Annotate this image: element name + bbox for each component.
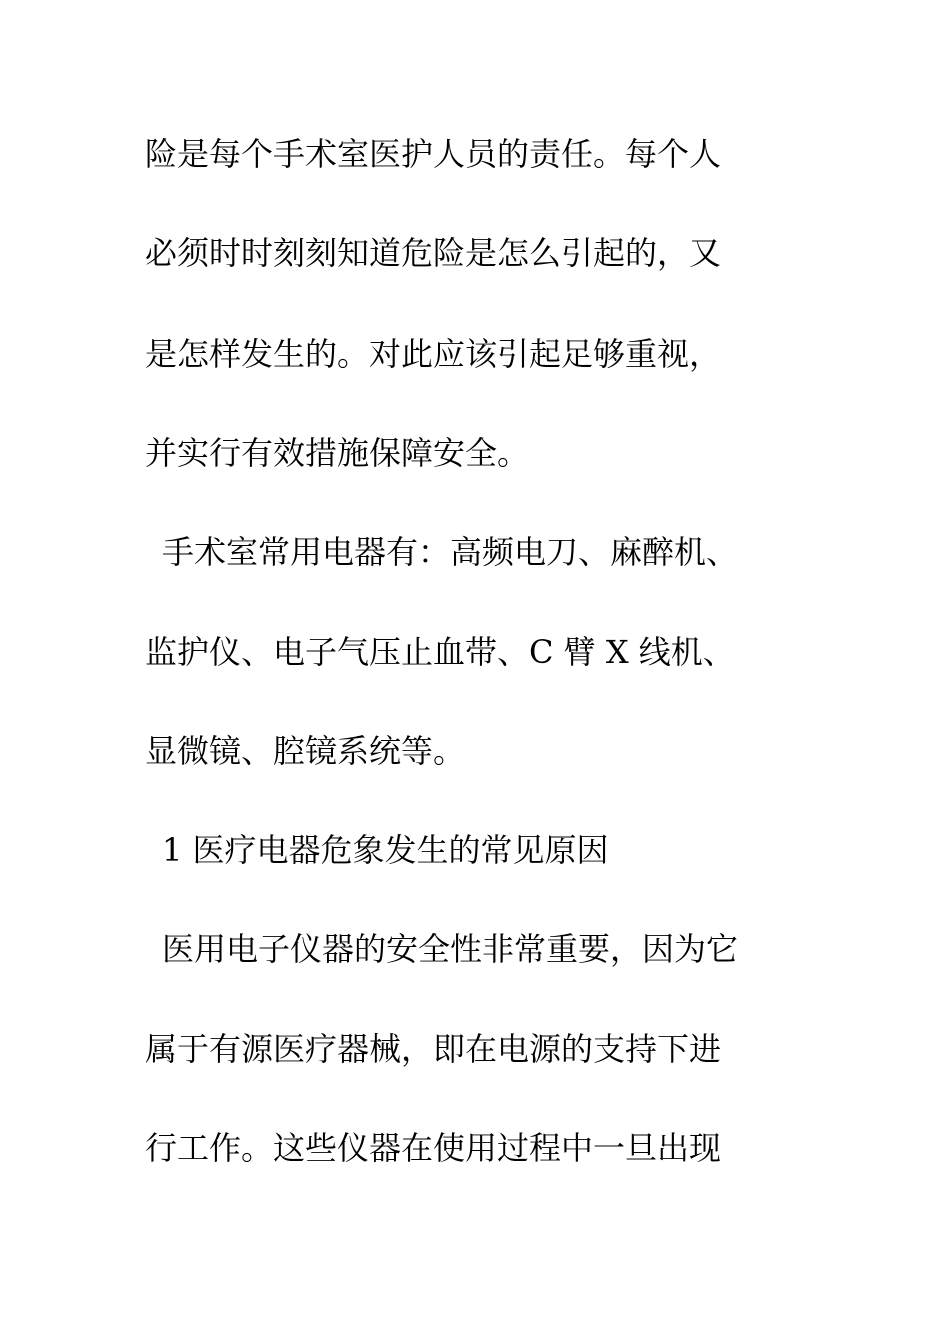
- paragraph-line: 并实行有效措施保障安全。: [145, 434, 530, 472]
- paragraph-line: 属于有源医疗器械，即在电源的支持下进: [145, 1030, 722, 1068]
- paragraph-line: 行工作。这些仪器在使用过程中一旦出现: [145, 1129, 722, 1167]
- paragraph-line: 显微镜、腔镜系统等。: [145, 732, 466, 770]
- paragraph-line: 险是每个手术室医护人员的责任。每个人: [145, 135, 722, 173]
- section-heading: 1 医疗电器危象发生的常见原因: [162, 831, 609, 869]
- paragraph-line: 医用电子仪器的安全性非常重要，因为它: [162, 930, 739, 968]
- paragraph-line: 必须时时刻刻知道危险是怎么引起的，又: [145, 234, 722, 272]
- paragraph-line: 是怎样发生的。对此应该引起足够重视，: [145, 335, 722, 373]
- paragraph-line: 手术室常用电器有：高频电刀、麻醉机、: [162, 533, 739, 571]
- paragraph-line: 监护仪、电子气压止血带、C 臂 X 线机、: [145, 633, 735, 671]
